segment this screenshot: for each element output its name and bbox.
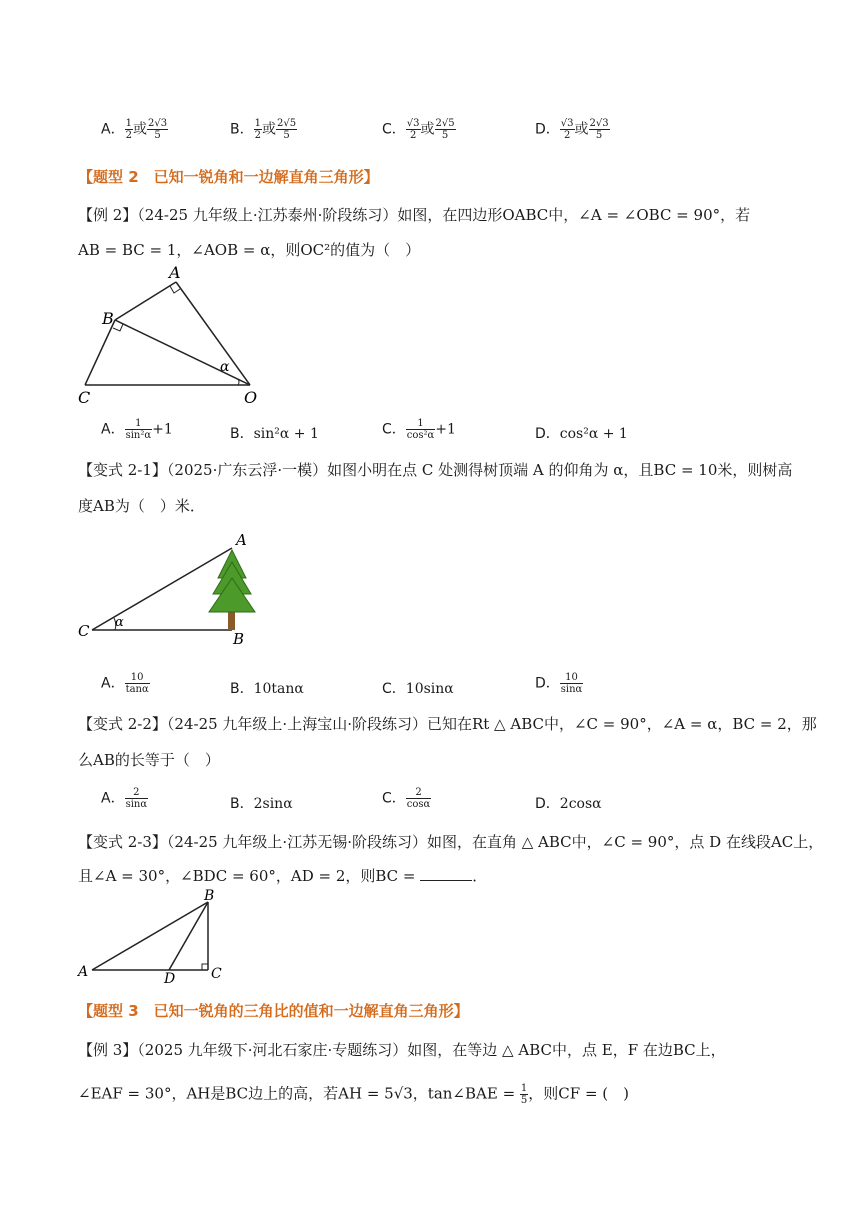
label-c: C <box>211 966 222 982</box>
section-3-heading: 【题型 3 已知一锐角的三角比的值和一边解直角三角形】 <box>78 1002 469 1020</box>
v21-option-b: B．10tanα <box>230 681 304 697</box>
fraction: $\frac{1}{\text{sin²α}}$ <box>125 418 152 441</box>
example-3-line-2: ∠EAF = 30°，AH是BC边上的高，若AH = 5√3，tan∠BAE = $\frac{1}{5}$ ，则CF = ( ) <box>78 1083 629 1106</box>
fraction: $\frac{2}{\sin\alpha}$ <box>125 787 148 810</box>
fraction: $\frac{2√3}{5}$ <box>147 118 168 141</box>
label-c: C <box>78 622 90 640</box>
option-c: C． $\frac{√3}{2}$ 或 $\frac{2√5}{5}$ <box>382 118 455 141</box>
example-2-line-1: 【例 2】（24-25 九年级上·江苏泰州·阶段练习）如图，在四边形OABC中，∠A = ∠OBC = 90°，若 <box>78 206 751 224</box>
fraction: $\frac{2√5}{5}$ <box>276 118 297 141</box>
ex2-option-c: C． $\frac{1}{\text{cos²α}}$ +1 <box>382 418 456 441</box>
fraction: $\frac{1}{\text{cos²α}}$ <box>406 418 435 441</box>
option-letter: D． <box>535 121 560 138</box>
v22-option-a: A． $\frac{2}{\sin\alpha}$ <box>101 787 148 810</box>
label-alpha: α <box>115 615 124 630</box>
tree-icon <box>209 550 255 630</box>
option-letter: A． <box>101 121 125 138</box>
option-b: B． $\frac{1}{2}$ 或 $\frac{2√5}{5}$ <box>230 118 297 141</box>
variant-2-2-line-1: 【变式 2-2】（24-25 九年级上·上海宝山·阶段练习）已知在Rt △ ABC中，∠C = 90°，∠A = α，BC = 2，那 <box>78 715 817 733</box>
v22-option-b: B．2sinα <box>230 796 293 812</box>
label-c: C <box>78 388 91 407</box>
option-letter: B． <box>230 121 254 138</box>
label-a: A <box>78 964 89 980</box>
variant-2-1-line-1: 【变式 2-1】（2025·广东云浮·一模）如图小明在点 C 处测得树顶端 A 的仰角为 α，且BC = 10米，则树高 <box>78 461 793 479</box>
label-o: O <box>244 388 258 407</box>
option-d: D． $\frac{√3}{2}$ 或 $\frac{2√3}{5}$ <box>535 118 609 141</box>
v21-option-d: D． $\frac{10}{\sin\alpha}$ <box>535 672 583 695</box>
label-a: A <box>169 263 181 282</box>
v21-option-c: C．10sinα <box>382 681 454 697</box>
fraction: $\frac{1}{2}$ <box>125 118 132 141</box>
variant-2-3-line-1: 【变式 2-3】（24-25 九年级上·江苏无锡·阶段练习）如图，在直角 △ ABC中，∠C = 90°，点 D 在线段AC上， <box>78 833 824 851</box>
quadrilateral-oabc-figure <box>70 262 270 412</box>
fraction: $\frac{1}{5}$ <box>520 1083 528 1106</box>
label-a: A <box>236 531 247 549</box>
fraction: $\frac{1}{2}$ <box>254 118 261 141</box>
fraction: $\frac{2√5}{5}$ <box>435 118 455 141</box>
fraction: $\frac{2}{\cos\alpha}$ <box>406 787 431 810</box>
tree-elevation-figure <box>70 528 280 650</box>
variant-2-3-line-2: 且∠A = 30°，∠BDC = 60°，AD = 2，则BC = ． <box>78 867 488 885</box>
label-b: B <box>102 309 114 328</box>
fraction: $\frac{√3}{2}$ <box>560 118 574 141</box>
example-3-line-1: 【例 3】（2025 九年级下·河北石家庄·专题练习）如图，在等边 △ ABC中，点 E，F 在边BC上， <box>78 1041 726 1059</box>
variant-2-1-line-2: 度AB为（ ）米． <box>78 497 205 515</box>
option-letter: C． <box>382 121 406 138</box>
v22-option-c: C． $\frac{2}{\cos\alpha}$ <box>382 787 431 810</box>
example-2-line-2: AB = BC = 1，∠AOB = α，则OC²的值为（ ） <box>78 241 421 259</box>
label-alpha: α <box>220 359 230 375</box>
fraction: $\frac{10}{\sin\alpha}$ <box>560 672 583 695</box>
answer-blank[interactable] <box>420 866 472 881</box>
ex2-option-a: A． $\frac{1}{\text{sin²α}}$ +1 <box>101 418 173 441</box>
fraction: $\frac{√3}{2}$ <box>406 118 420 141</box>
fraction: $\frac{10}{\tan\alpha}$ <box>125 672 149 695</box>
ex2-option-d: D．cos²α + 1 <box>535 426 628 442</box>
option-a: A． $\frac{1}{2}$ 或 $\frac{2√3}{5}$ <box>101 118 168 141</box>
label-b: B <box>204 888 215 904</box>
ex2-option-b: B．sin²α + 1 <box>230 426 319 442</box>
v21-option-a: A． $\frac{10}{\tan\alpha}$ <box>101 672 149 695</box>
v22-option-d: D．2cosα <box>535 796 602 812</box>
fraction: $\frac{2√3}{5}$ <box>589 118 609 141</box>
label-b: B <box>233 630 245 648</box>
triangle-abc-figure <box>72 884 232 984</box>
section-2-heading: 【题型 2 已知一锐角和一边解直角三角形】 <box>78 168 379 186</box>
label-d: D <box>164 971 176 984</box>
variant-2-2-line-2: 么AB的长等于（ ） <box>78 751 220 769</box>
